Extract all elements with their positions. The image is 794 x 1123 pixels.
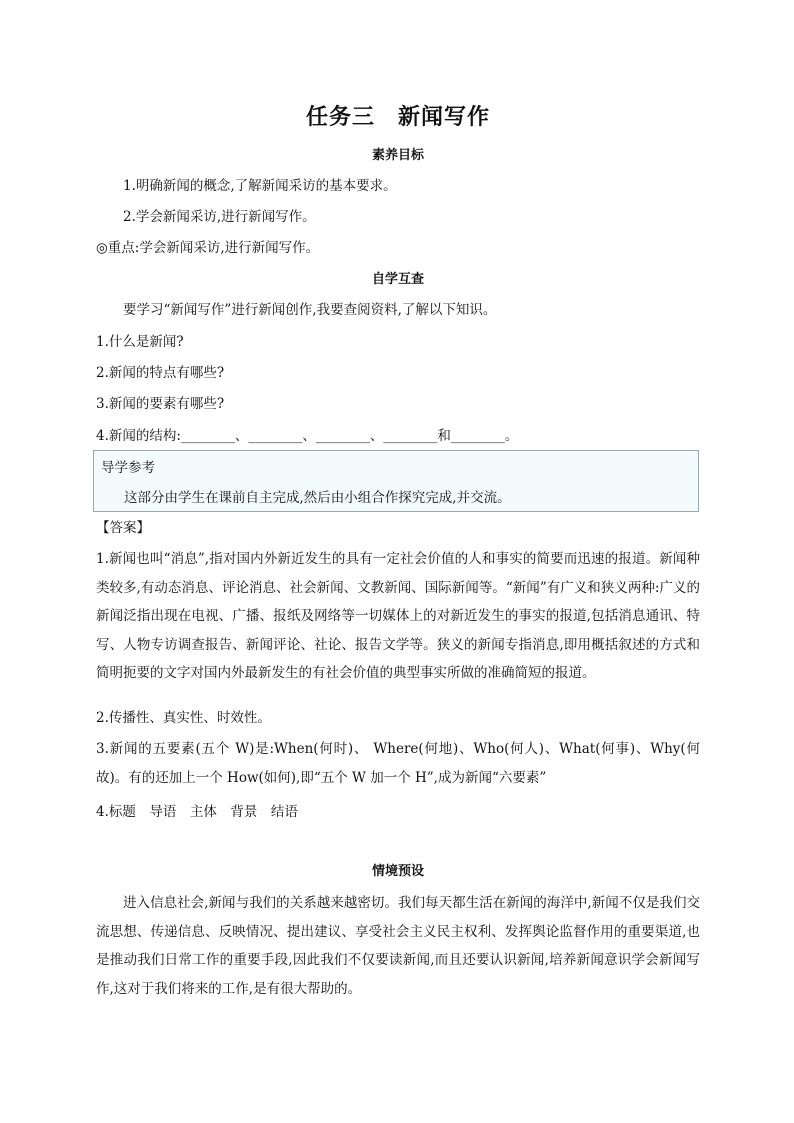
answer-3: 3.新闻的五要素(五个 W)是:When(何时)、 Where(何地)、Who(何人)、What(何事)、Why(何故)。有的还加上一个 How(如何),即“五个 W 加一个 H”,成为新闻“六要素” [96, 741, 700, 786]
self-study-intro: 要学习“新闻写作”进行新闻创作,我要查阅资料,了解以下知识。 [123, 302, 497, 318]
self-study-heading: 自学互查 [371, 272, 424, 287]
guide-label: 导学参考 [101, 460, 155, 476]
answer-4: 4.标题 导语 主体 背景 结语 [96, 804, 298, 820]
question-1: 1.什么是新闻? [96, 334, 184, 350]
goal-item-1: 1.明确新闻的概念,了解新闻采访的基本要求。 [123, 178, 397, 194]
question-4: 4.新闻的结构:________、________、________、________和________。 [96, 428, 519, 444]
answer-2: 2.传播性、真实性、时效性。 [96, 710, 271, 726]
page-title: 任务三 新闻写作 [305, 105, 490, 130]
question-2: 2.新闻的特点有哪些? [96, 365, 225, 381]
question-3: 3.新闻的要素有哪些? [96, 396, 225, 412]
goals-heading: 素养目标 [371, 148, 424, 163]
answers-heading: 【答案】 [96, 520, 150, 536]
guide-reference-box [93, 450, 699, 512]
guide-text: 这部分由学生在课前自主完成,然后由小组合作探究完成,并交流。 [124, 490, 511, 506]
scenario-heading: 情境预设 [371, 864, 424, 879]
scenario-text: 进入信息社会,新闻与我们的关系越来越密切。我们每天都生活在新闻的海洋中,新闻不仅是我们交流思想、传递信息、反映情况、提出建议、享受社会主义民主权利、发挥舆论监督作用的重要渠道,也是推动我们日常工作的重要手段,因此我们不仅要读新闻,而且还要认识新闻,培养新闻意识学会新闻写作,这对于我们将来的工作,是有很大帮助的。 [96, 895, 700, 997]
goal-item-2: 2.学会新闻采访,进行新闻写作。 [123, 209, 316, 225]
focus-line: ◎重点:学会新闻采访,进行新闻写作。 [96, 240, 320, 256]
answer-1: 1.新闻也叫“消息”,指对国内外新近发生的具有一定社会价值的人和事实的简要而迅速的报道。新闻种类较多,有动态消息、评论消息、社会新闻、文教新闻、国际新闻等。“新闻”有广义和狭义两种:广义的新闻泛指出现在电视、广播、报纸及网络等一切媒体上的对新近发生的事实的报道,包括消息通讯、特写、人物专访调查报告、新闻评论、社论、报告文学等。狭义的新闻专指消息,即用概括叙述的方式和简明扼要的文字对国内外最新发生的有社会价值的典型事实所做的准确简短的报道。 [96, 551, 700, 681]
